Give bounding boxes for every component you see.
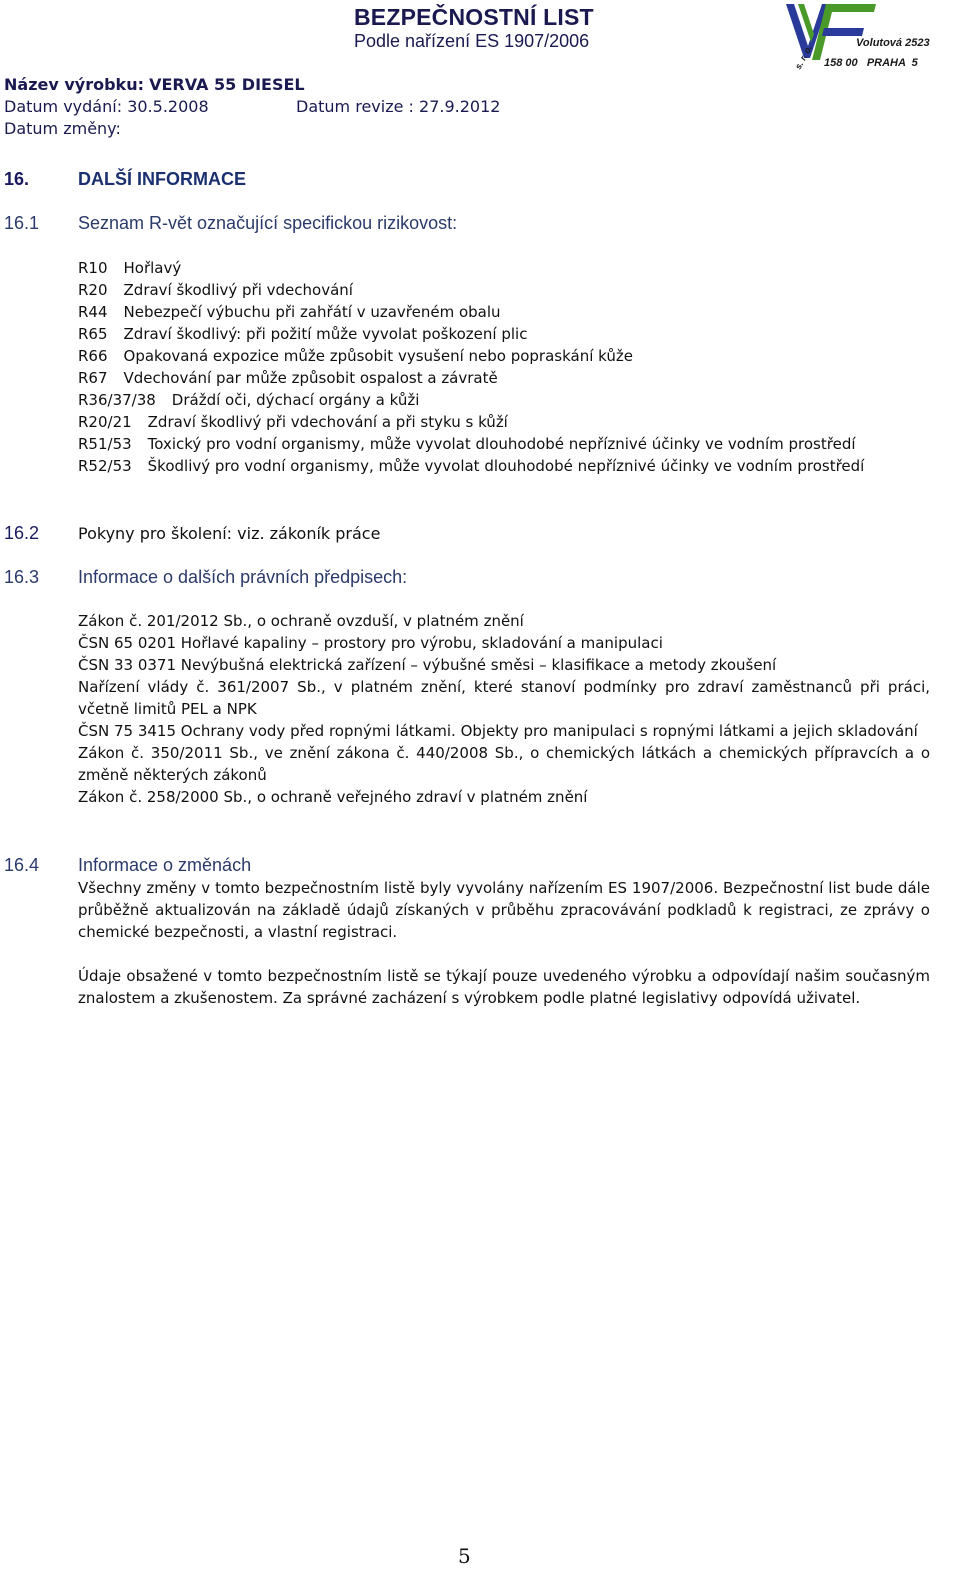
law-item: Zákon č. 201/2012 Sb., o ochraně ovzduší, v platném znění	[78, 612, 524, 630]
issue-date-row	[4, 97, 209, 116]
issue-date-label: Datum vydání:	[4, 97, 123, 116]
r-phrase-text: Zdraví škodlivý při vdechování a při styku s kůží	[147, 413, 508, 431]
r-phrase-code: R20/21	[78, 413, 132, 431]
r-phrase-text: Nebezpečí výbuchu při zahřátí v uzavřeném obalu	[123, 303, 501, 321]
revision-date-value: 27.9.2012	[419, 97, 501, 116]
r-phrase-row	[78, 323, 864, 345]
law-item: Zákon č. 258/2000 Sb., o ochraně veřejného zdraví v platném znění	[78, 788, 588, 806]
logo-address-city: 158 00 PRAHA 5	[824, 57, 918, 69]
r-phrase-text: Hořlavý	[123, 259, 182, 277]
r-phrase-code: R44	[78, 303, 108, 321]
subsection-title-16-1: Seznam R-vět označující specifickou rizikovost:	[78, 213, 458, 233]
r-phrase-code: R36/37/38	[78, 391, 156, 409]
r-phrase-text: Zdraví škodlivý při vdechování	[123, 281, 353, 299]
subsection-title-16-4: Informace o změnách	[78, 855, 252, 875]
subsection-title-16-2: Pokyny pro školení: viz. zákoník práce	[78, 524, 381, 543]
issue-date-value: 30.5.2008	[127, 97, 209, 116]
r-phrase-code: R65	[78, 325, 108, 343]
r-phrase-row	[78, 455, 864, 477]
logo-sro-text	[793, 43, 814, 71]
section-number: 16.	[4, 169, 30, 189]
subsection-number-16-2: 16.2	[4, 523, 40, 543]
r-phrase-text: Dráždí oči, dýchací orgány a kůži	[171, 391, 420, 409]
r-phrase-row	[78, 367, 864, 389]
r-phrase-code: R52/53	[78, 457, 132, 475]
subsection-number-16-3: 16.3	[4, 567, 40, 587]
law-item: ČSN 65 0201 Hořlavé kapaliny – prostory pro výrobu, skladování a manipulaci	[78, 634, 663, 652]
r-phrase-row	[78, 257, 864, 279]
r-phrase-code: R10	[78, 259, 108, 277]
r-phrase-code: R20	[78, 281, 108, 299]
change-date-label: Datum změny:	[4, 119, 121, 138]
r-phrase-code: R51/53	[78, 435, 132, 453]
law-item: ČSN 33 0371 Nevýbušná elektrická zařízení – výbušné směsi – klasifikace a metody zkoušení	[78, 656, 777, 674]
logo-address-street: Volutová 2523	[856, 37, 930, 49]
r-phrase-text: Vdechování par může způsobit ospalost a závratě	[123, 369, 498, 387]
company-logo	[786, 0, 960, 74]
r-phrase-row	[78, 411, 864, 433]
product-label: Název výrobku:	[4, 75, 144, 94]
section-title: DALŠÍ INFORMACE	[78, 169, 246, 189]
document-title: BEZPEČNOSTNÍ LIST	[354, 4, 594, 30]
r-phrase-row	[78, 279, 864, 301]
page-number: 5	[458, 1544, 471, 1568]
subsection-title-16-3: Informace o dalších právních předpisech:	[78, 567, 408, 587]
document-subtitle: Podle nařízení ES 1907/2006	[354, 31, 590, 51]
r-phrase-text: Opakovaná expozice může způsobit vysušení nebo popraskání kůže	[123, 347, 633, 365]
r-phrase-text: Zdraví škodlivý: při požití může vyvolat poškození plic	[123, 325, 528, 343]
legal-regulations-list	[78, 610, 930, 808]
revision-date-label: Datum revize :	[296, 97, 414, 116]
r-phrase-row	[78, 345, 864, 367]
r-phrase-row	[78, 389, 864, 411]
r-phrase-list	[78, 257, 864, 477]
disclaimer-paragraph: Údaje obsažené v tomto bezpečnostním listě se týkají pouze uvedeného výrobku a odpovídají našim současným znalostem a zkušenostem. Za správné zacházení s výrobkem podle platné legislativy odpovídá uživatel.	[78, 967, 930, 1007]
law-item: Nařízení vlády č. 361/2007 Sb., v platném znění, které stanoví podmínky pro zdraví zaměstnanců při práci, včetně limitů PEL a NPK	[78, 678, 930, 718]
law-item: ČSN 75 3415 Ochrany vody před ropnými látkami. Objekty pro manipulaci s ropnými látkami a jejich skladování	[78, 722, 918, 740]
r-phrase-row	[78, 433, 864, 455]
revision-date-row	[296, 97, 500, 116]
product-name-row	[4, 75, 305, 94]
svg-text:s. r. o.: s. r. o.	[792, 43, 814, 71]
r-phrase-code: R66	[78, 347, 108, 365]
changes-paragraph: Všechny změny v tomto bezpečnostním listě byly vyvolány nařízením ES 1907/2006. Bezpečnostní list bude dále průběžně aktualizován na základě údajů získaných v průběhu zpracovávání podkladů k registraci, ze zprávy o chemické bezpečnosti, a vlastní registraci.	[78, 879, 930, 941]
r-phrase-row	[78, 301, 864, 323]
law-item: Zákon č. 350/2011 Sb., ve znění zákona č. 440/2008 Sb., o chemických látkách a chemických přípravcích a o změně některých zákonů	[78, 744, 930, 784]
logo-f-mid	[822, 28, 864, 36]
r-phrase-text: Toxický pro vodní organismy, může vyvolat dlouhodobé nepříznivé účinky ve vodním prostředí	[147, 435, 856, 453]
r-phrase-text: Škodlivý pro vodní organismy, může vyvolat dlouhodobé nepříznivé účinky ve vodním prostředí	[147, 457, 865, 475]
subsection-number-16-4: 16.4	[4, 855, 40, 875]
product-name: VERVA 55 DIESEL	[149, 75, 305, 94]
subsection-number-16-1: 16.1	[4, 213, 40, 233]
r-phrase-code: R67	[78, 369, 108, 387]
